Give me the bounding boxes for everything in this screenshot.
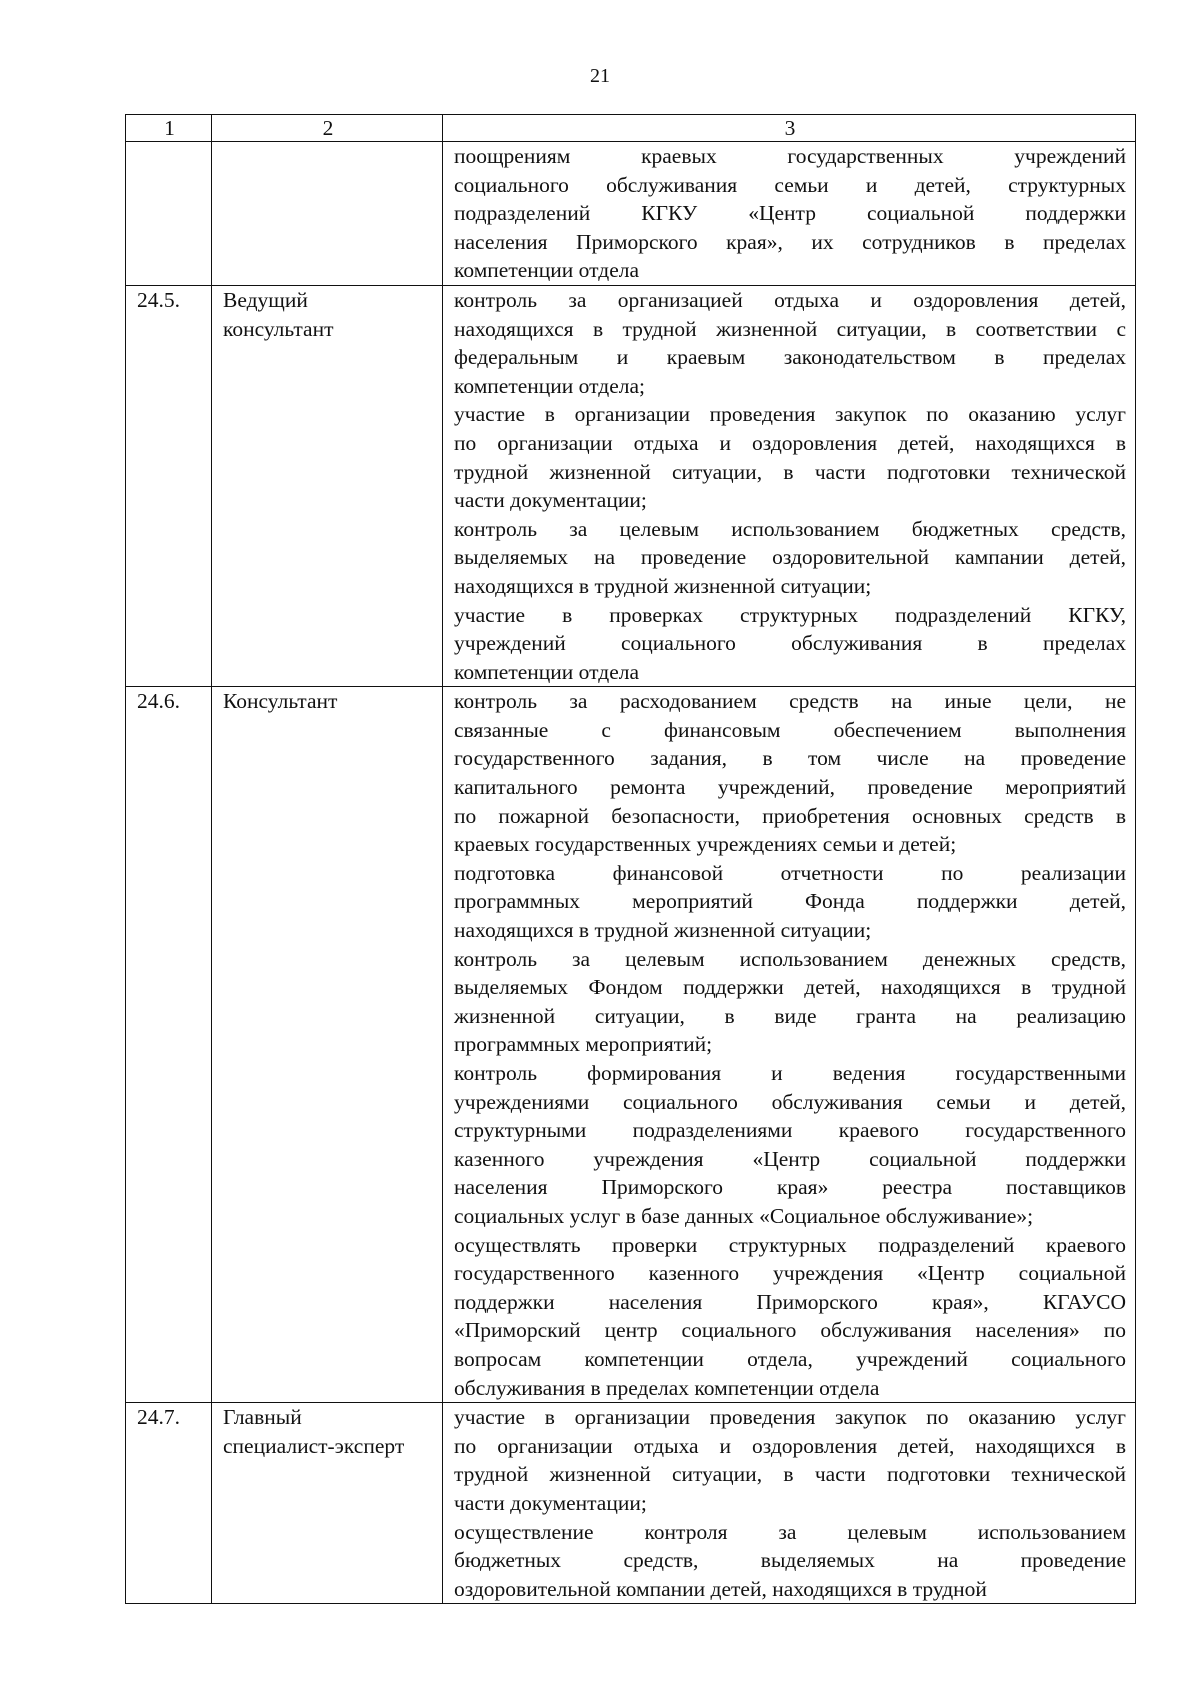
table-row bbox=[126, 142, 1136, 286]
duty-paragraph bbox=[454, 286, 1126, 400]
duty-line: населения Приморского края» реестра поставщиков bbox=[454, 1175, 1126, 1200]
duty-line: казенного учреждения «Центр социальной поддержки bbox=[454, 1146, 1126, 1171]
duty-line: жизненной ситуации, в виде гранта на реализацию bbox=[454, 1003, 1126, 1028]
row-number: 24.7. bbox=[126, 1403, 212, 1604]
duty-line: трудной жизненной ситуации, в части подготовки технической bbox=[454, 459, 1126, 484]
duty-paragraph bbox=[454, 601, 1126, 687]
duty-line: государственного задания, в том числе на проведение bbox=[454, 746, 1126, 771]
position-title-line: специалист-эксперт bbox=[223, 1433, 405, 1458]
duty-line: оздоровительной компании детей, находящихся в трудной bbox=[454, 1576, 987, 1601]
duty-paragraph bbox=[454, 515, 1126, 601]
duty-line: подразделений КГКУ «Центр социальной поддержки bbox=[454, 201, 1126, 226]
duty-line: программных мероприятий; bbox=[454, 1032, 713, 1057]
duty-paragraph bbox=[454, 142, 1126, 285]
duty-line: социального обслуживания семьи и детей, структурных bbox=[454, 172, 1126, 197]
duty-line: осуществление контроля за целевым использованием bbox=[454, 1519, 1126, 1544]
duty-line: населения Приморского края», их сотрудников в пределах bbox=[454, 229, 1126, 254]
duty-line: участие в организации проведения закупок по оказанию услуг bbox=[454, 1405, 1126, 1430]
duties-cell bbox=[443, 285, 1136, 686]
duty-line: вопросам компетенции отдела, учреждений социального bbox=[454, 1346, 1126, 1371]
duty-line: компетенции отдела bbox=[454, 659, 640, 684]
position-title-line: Ведущий bbox=[223, 287, 308, 312]
duty-line: контроль за организацией отдыха и оздоровления детей, bbox=[454, 287, 1126, 312]
duty-line: связанные с финансовым обеспечением выполнения bbox=[454, 717, 1126, 742]
table-row bbox=[126, 687, 1136, 1403]
duty-line: контроль за целевым использованием денежных средств, bbox=[454, 946, 1126, 971]
duty-line: подготовка финансовой отчетности по реализации bbox=[454, 860, 1126, 885]
duty-line: части документации; bbox=[454, 488, 647, 513]
duty-line: по пожарной безопасности, приобретения основных средств в bbox=[454, 803, 1126, 828]
duty-line: социальных услуг в базе данных «Социальное обслуживание»; bbox=[454, 1203, 1034, 1228]
duty-line: программных мероприятий Фонда поддержки детей, bbox=[454, 889, 1126, 914]
duty-line: поощрениям краевых государственных учреждений bbox=[454, 144, 1126, 168]
duty-line: компетенции отдела; bbox=[454, 373, 645, 398]
page-number: 21 bbox=[590, 65, 610, 87]
duty-line: находящихся в трудной жизненной ситуации, в соответствии с bbox=[454, 316, 1126, 341]
column-header-duties: 3 bbox=[443, 115, 1136, 142]
column-header-position: 2 bbox=[212, 115, 443, 142]
duty-paragraph bbox=[454, 859, 1126, 945]
column-header-number: 1 bbox=[126, 115, 212, 142]
duty-line: учреждений социального обслуживания в пределах bbox=[454, 631, 1126, 656]
duty-line: контроль за целевым использованием бюджетных средств, bbox=[454, 516, 1126, 541]
duties-cell bbox=[443, 1403, 1136, 1604]
duty-line: осуществлять проверки структурных подразделений краевого bbox=[454, 1232, 1126, 1257]
duty-line: поддержки населения Приморского края», КГАУСО bbox=[454, 1289, 1126, 1314]
duty-paragraph bbox=[454, 687, 1126, 859]
table-row bbox=[126, 1403, 1136, 1604]
duty-line: находящихся в трудной жизненной ситуации; bbox=[454, 918, 872, 943]
duty-paragraph bbox=[454, 400, 1126, 514]
duty-line: по организации отдыха и оздоровления детей, находящихся в bbox=[454, 430, 1126, 455]
duty-line: государственного казенного учреждения «Центр социальной bbox=[454, 1261, 1126, 1286]
position-title bbox=[212, 687, 443, 1403]
position-title bbox=[212, 142, 443, 286]
duty-line: участие в проверках структурных подразделений КГКУ, bbox=[454, 602, 1126, 627]
duty-paragraph bbox=[454, 1231, 1126, 1403]
positions-table bbox=[125, 114, 1136, 1604]
duty-paragraph bbox=[454, 1059, 1126, 1231]
duty-line: федеральным и краевым законодательством в пределах bbox=[454, 345, 1126, 370]
duty-line: «Приморский центр социального обслуживания населения» по bbox=[454, 1318, 1126, 1343]
duty-line: по организации отдыха и оздоровления детей, находящихся в bbox=[454, 1433, 1126, 1458]
row-number: 24.6. bbox=[126, 687, 212, 1403]
position-title-line: Консультант bbox=[223, 689, 338, 714]
duty-line: находящихся в трудной жизненной ситуации; bbox=[454, 573, 872, 598]
duty-line: выделяемых на проведение оздоровительной кампании детей, bbox=[454, 545, 1126, 570]
duty-line: трудной жизненной ситуации, в части подготовки технической bbox=[454, 1462, 1126, 1487]
row-number bbox=[126, 142, 212, 286]
duty-line: учреждениями социального обслуживания семьи и детей, bbox=[454, 1089, 1126, 1114]
duty-line: контроль за расходованием средств на иные цели, не bbox=[454, 689, 1126, 714]
duty-line: выделяемых Фондом поддержки детей, находящихся в трудной bbox=[454, 975, 1126, 1000]
row-number: 24.5. bbox=[126, 285, 212, 686]
duty-line: капитального ремонта учреждений, проведение мероприятий bbox=[454, 775, 1126, 800]
duty-line: краевых государственных учреждениях семьи и детей; bbox=[454, 832, 957, 857]
duties-cell bbox=[443, 142, 1136, 286]
duty-line: компетенции отдела bbox=[454, 258, 640, 283]
table-header-row bbox=[126, 115, 1136, 142]
duties-cell bbox=[443, 687, 1136, 1403]
position-title-line: Главный bbox=[223, 1405, 302, 1430]
duty-line: контроль формирования и ведения государственными bbox=[454, 1061, 1126, 1085]
duty-paragraph bbox=[454, 1518, 1126, 1604]
duty-paragraph bbox=[454, 1403, 1126, 1517]
position-title bbox=[212, 1403, 443, 1604]
duty-line: части документации; bbox=[454, 1490, 647, 1515]
position-title-line: консультант bbox=[223, 316, 334, 341]
duty-line: структурными подразделениями краевого государственного bbox=[454, 1118, 1126, 1143]
duty-line: бюджетных средств, выделяемых на проведение bbox=[454, 1548, 1126, 1573]
table-row bbox=[126, 285, 1136, 686]
duty-line: обслуживания в пределах компетенции отдела bbox=[454, 1375, 880, 1400]
position-title bbox=[212, 285, 443, 686]
table-body bbox=[126, 142, 1136, 1604]
duty-paragraph bbox=[454, 945, 1126, 1059]
duty-line: участие в организации проведения закупок по оказанию услуг bbox=[454, 402, 1126, 427]
